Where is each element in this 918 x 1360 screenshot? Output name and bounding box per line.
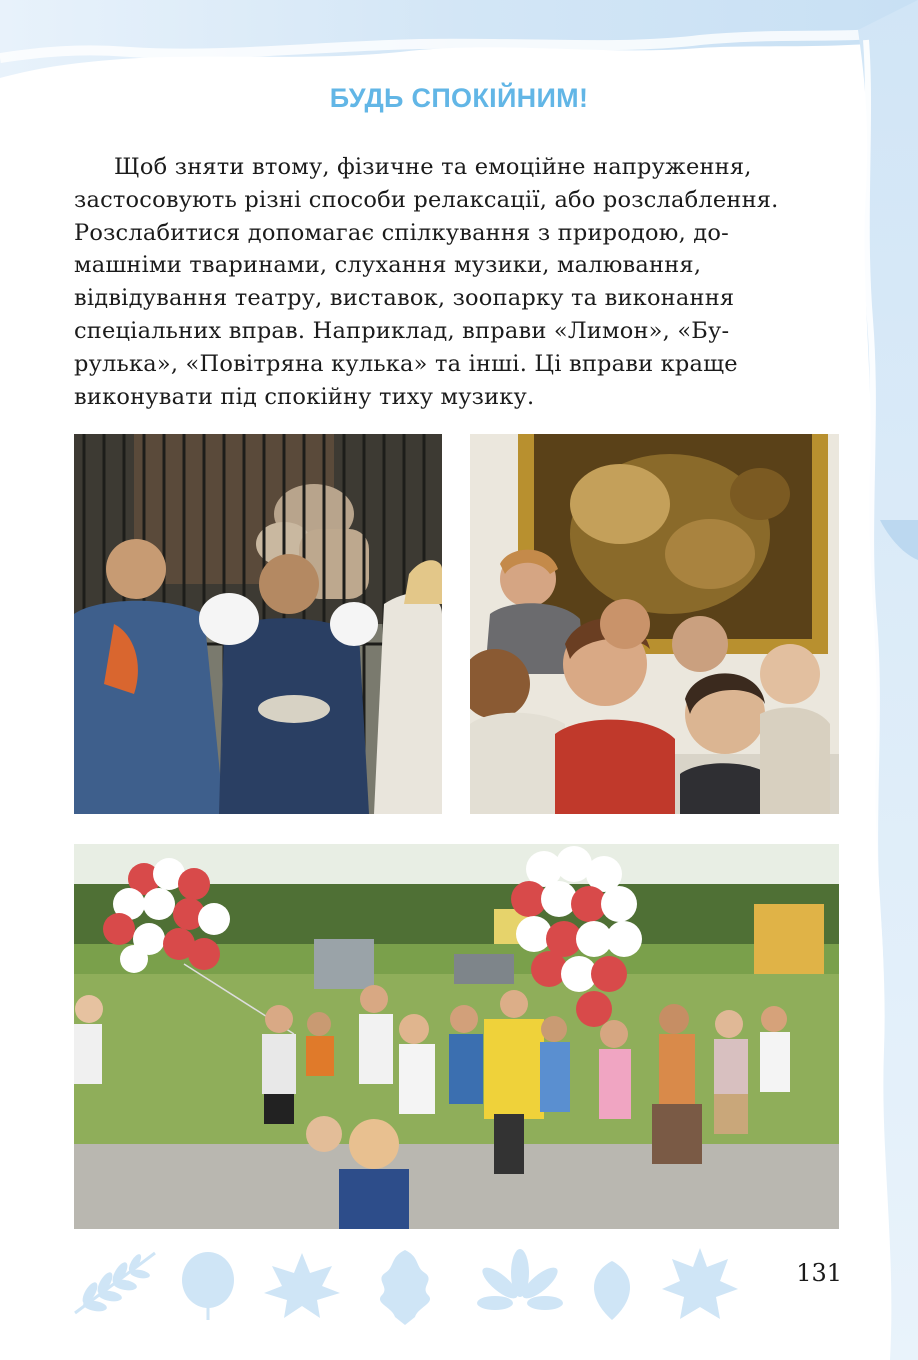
page-title: БУДЬ СПОКІЙНИМ!: [329, 83, 589, 113]
paragraph-line: Щоб зняти втому, фізичне та емоційне напруження,: [114, 154, 752, 180]
fern-leaf-icon: [70, 1248, 160, 1318]
page-number: 131: [796, 1259, 842, 1287]
museum-photo: [470, 434, 839, 814]
zoo-photo: [74, 434, 442, 814]
birch-leaf-icon: [585, 1258, 640, 1323]
park-photo: [74, 844, 839, 1229]
paragraph-line: машніми тваринами, слухання музики, малювання,: [74, 252, 702, 279]
paragraph-line: застосовують різні способи релаксації, або розслаблення.: [74, 186, 779, 213]
maple-leaf-icon: [262, 1248, 342, 1323]
paragraph-line: виконувати під спокійну тиху музику.: [74, 383, 535, 410]
maple-leaf-icon: [660, 1245, 740, 1330]
paragraph-line: рулька», «Повітряна кулька» та інші. Ці вправи краще: [74, 350, 738, 377]
paragraph-line: відвідування театру, виставок, зоопарку та виконання: [74, 285, 735, 312]
round-leaf-icon: [178, 1250, 238, 1320]
paragraph-line: Розслабитися допомагає спілкування з природою, до-: [74, 219, 729, 246]
chestnut-leaf-icon: [470, 1248, 570, 1328]
oak-leaf-icon: [370, 1245, 440, 1330]
body-paragraph: [74, 151, 840, 413]
paragraph-line: спеціальних вправ. Наприклад, вправи «Лимон», «Бу-: [74, 317, 730, 344]
